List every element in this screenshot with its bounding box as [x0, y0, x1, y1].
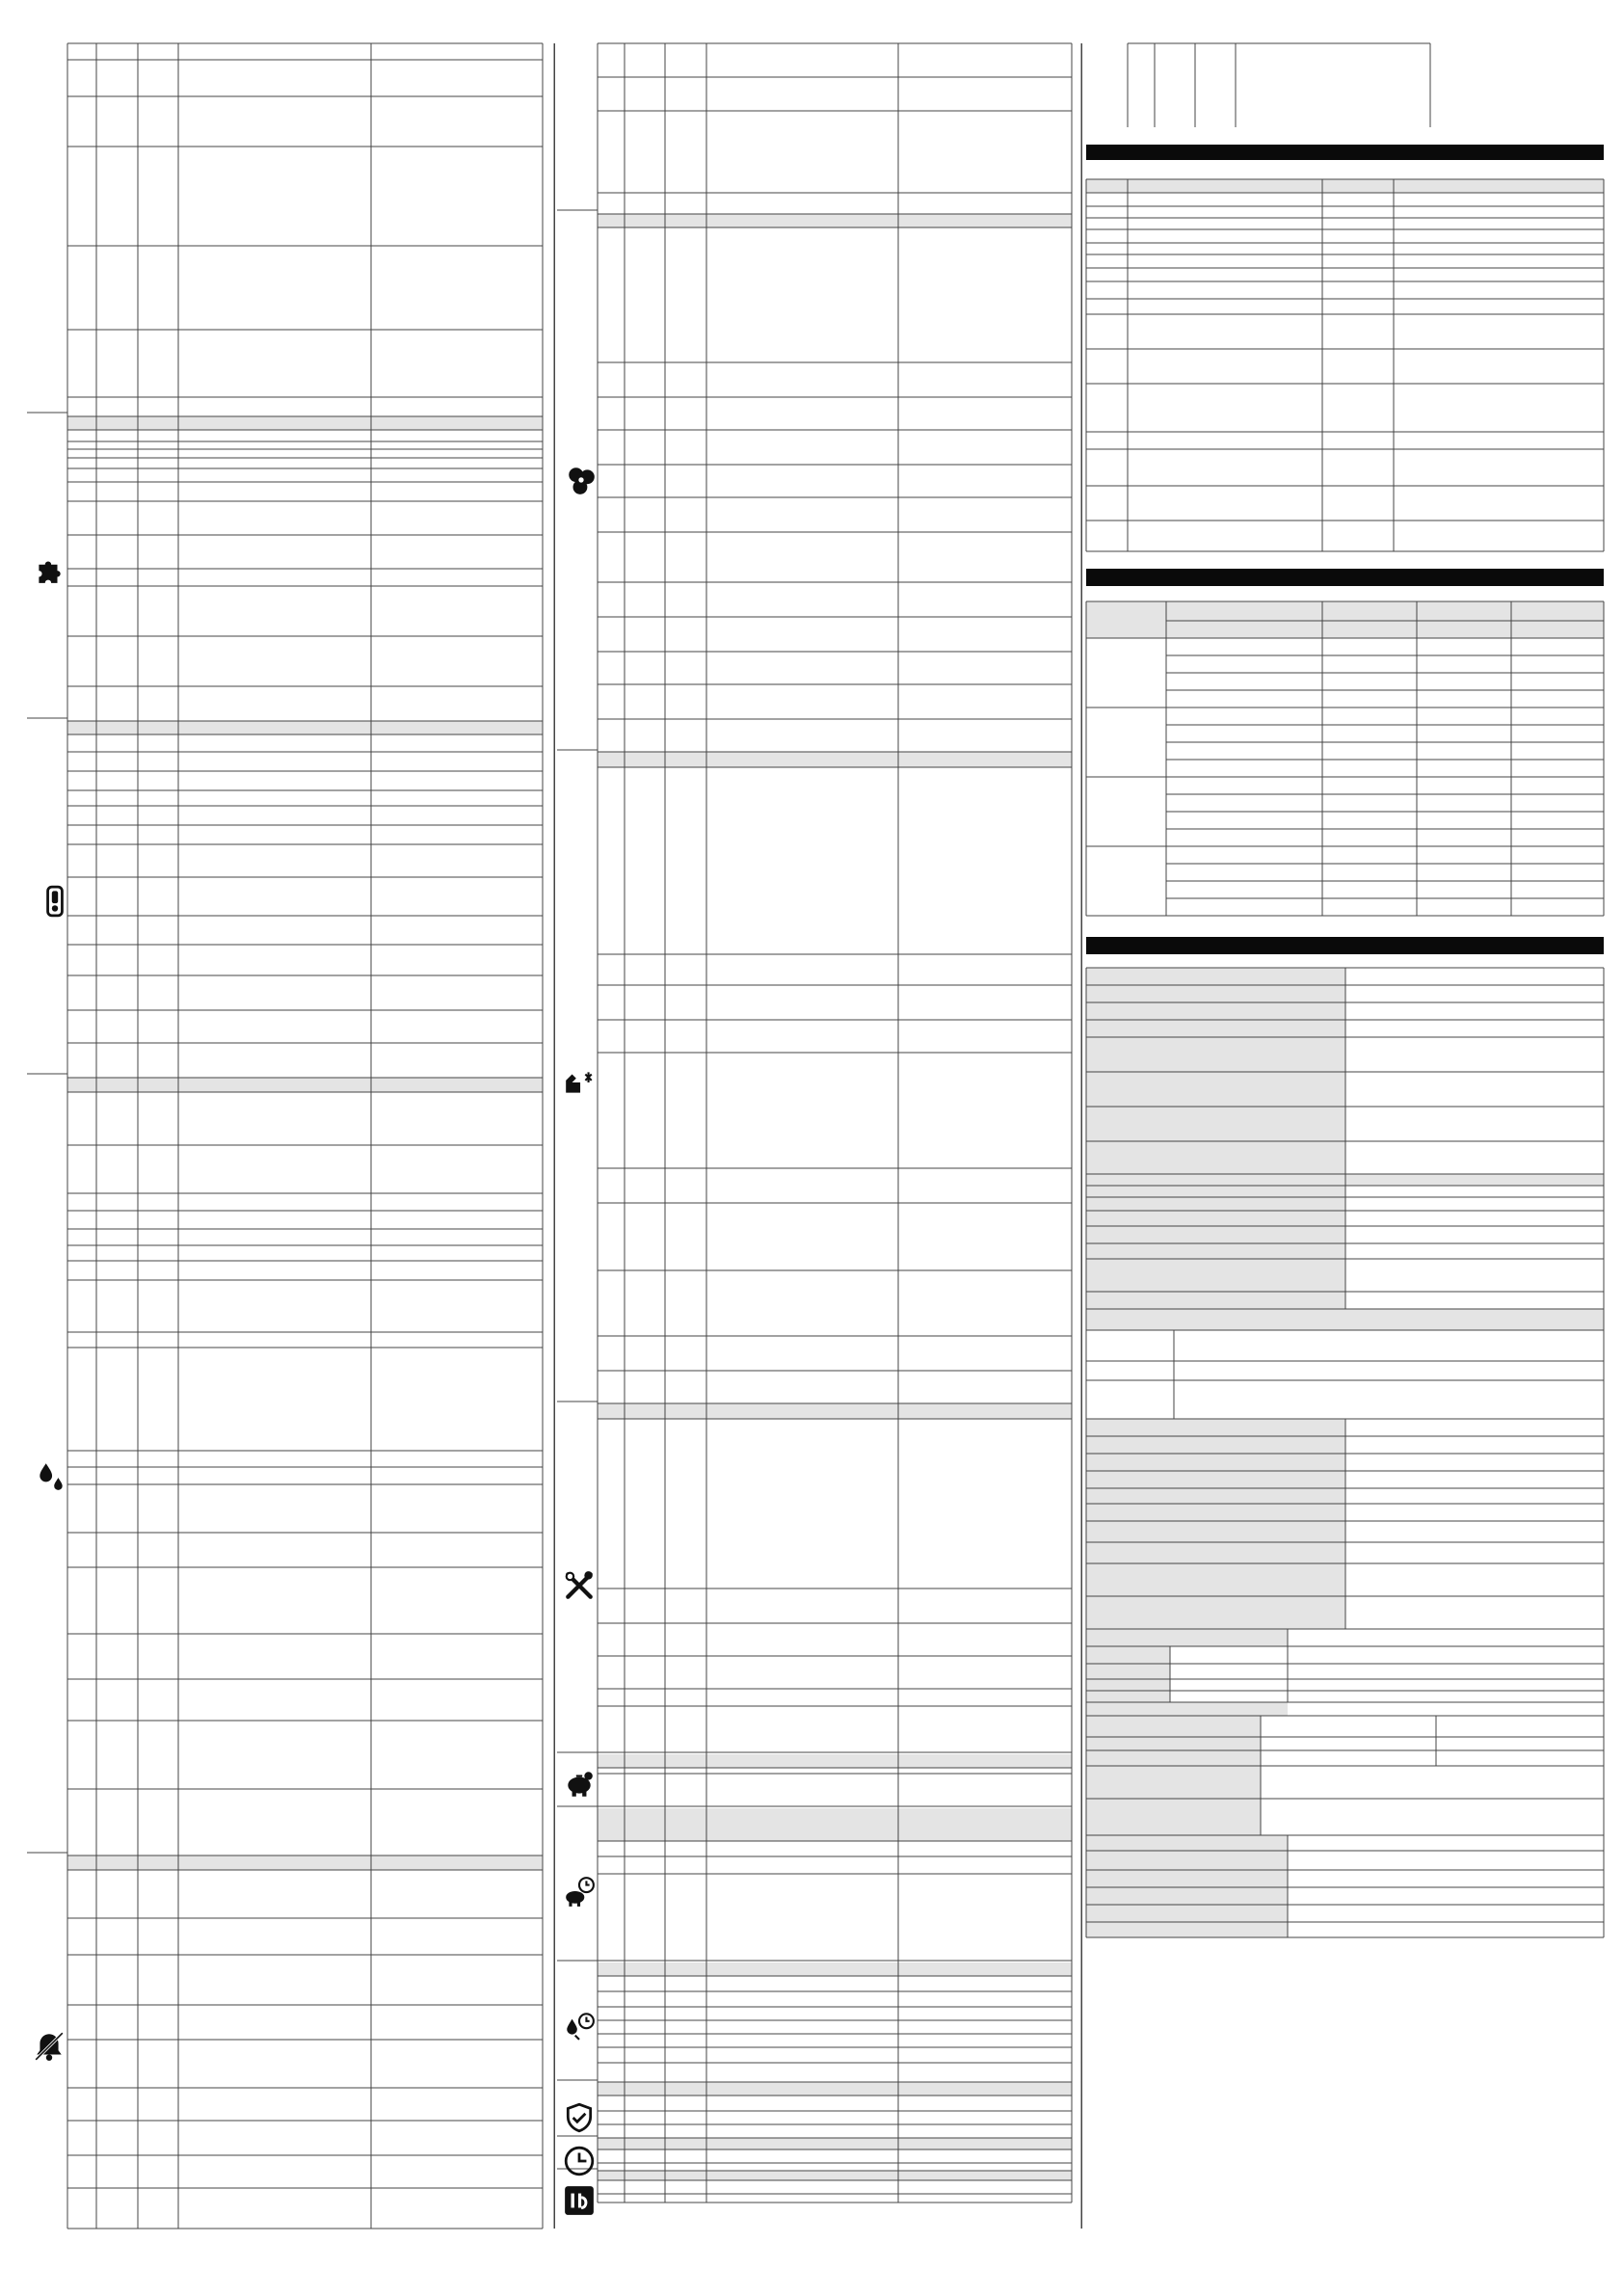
drop-timer-icon — [563, 2009, 596, 2042]
id-badge-icon — [563, 2184, 596, 2217]
form-label-cell — [1086, 1309, 1604, 1330]
section-header-band — [67, 416, 543, 430]
bell-icon — [33, 2030, 66, 2063]
clock-icon — [563, 2145, 596, 2177]
form-label-cell — [1086, 1419, 1345, 1629]
puzzle-icon — [33, 553, 66, 586]
section-header-band — [598, 2171, 1072, 2180]
section-header-band — [67, 1855, 543, 1870]
form-label-cell — [1086, 1646, 1170, 1702]
black-band — [1086, 145, 1604, 160]
form-label-cell — [1086, 1851, 1288, 1937]
form-value-cell — [1170, 1646, 1288, 1702]
probe-icon — [39, 885, 71, 918]
section-header-band — [598, 1808, 1072, 1841]
form-label-cell — [1086, 1629, 1288, 1646]
form-label-cell — [1086, 1186, 1345, 1309]
black-band — [1086, 937, 1604, 954]
section-header-band — [598, 1962, 1072, 1976]
section-header-band — [598, 214, 1072, 227]
section-header-band — [67, 721, 543, 734]
form-label-cell — [1086, 1702, 1288, 1716]
drops-icon — [35, 1459, 67, 1492]
shield-check-icon — [563, 2101, 596, 2134]
form-label-cell — [1086, 1716, 1261, 1766]
section-header-band — [598, 2138, 1072, 2149]
table-header-band — [1086, 601, 1604, 638]
section-header-band — [67, 1078, 543, 1092]
form-label-cell — [1086, 968, 1345, 1174]
section-header-band — [598, 752, 1072, 767]
table-header-band — [1086, 179, 1604, 193]
piggy-bank-icon — [563, 1768, 596, 1801]
section-header-band — [598, 2082, 1072, 2096]
fan-icon — [565, 465, 598, 497]
black-band — [1086, 569, 1604, 586]
piggy-timer-icon — [563, 1876, 596, 1909]
section-header-band — [598, 1403, 1072, 1419]
section-header-band — [598, 1754, 1072, 1768]
tools-icon — [563, 1569, 596, 1602]
form-label-cell — [1086, 1766, 1261, 1835]
form-label-cell — [1086, 1835, 1288, 1851]
defrost-hand-icon — [563, 1066, 596, 1099]
